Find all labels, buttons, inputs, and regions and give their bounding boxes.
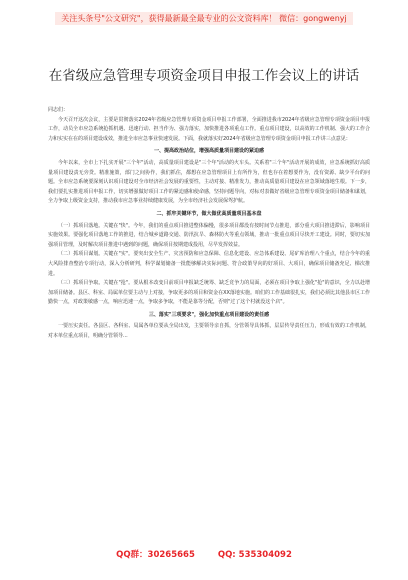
section-heading: 三、落实"三项要求"，强化加快重点项目建设的责任感 <box>148 311 270 318</box>
section-paragraph: （三）抓项目争取。关键在"抢"。要从根本改变目前项目申报缺乏统筹、缺乏竞争力的局面，必须在项目争取上强化"抢"的意识，全力以赴增加项目储备。县区、科室、局属单位要主动与上对接，争取更多的项目和资金在XX落地实施。咱们的工作基础很扎实，我们必须比其他县市区工作勤快一点，对政策敏感一点，响应迅速一点，争取多争取，不能是靠等分配，否则"过了这个村就没这个店"。 <box>48 280 370 306</box>
top-banner <box>0 0 408 36</box>
section-heading: 一、提高政治站位，增强高质量项目建设的紧迫感 <box>153 148 264 155</box>
section-paragraph: 今年以来，全市上下扎实开展"三个年"活动，高质量项目建设是"三个年"活动的火车头。关系着"三个年"活动开展的成效，应急系统抓好高质量项目建设责无旁贷。精准施策，部门之间协作，我们抓住，都想在应急管理项目上有所作为，但也存在着想要作为，没有资源、缺少平台的问题。全市应急系统要深刻认识项目建设对全市经济社会发展的重要性，主动对接、精准发力，推动高质量项目建设在应急领域落地生根。下一步，我们要扎实推进项目申报工作，切实增强做好项目工作的紧迫感和使命感，坚持问题导向，对标对表做好省级应急管理专项资金项目储备和谋划，全力争取上级资金支持，推动我市应急事业持续健康发展，为全市经济社会发展保驾护航。 <box>48 159 370 205</box>
footer-contact <box>0 548 408 560</box>
section-heading: 二、抓牢关键环节，做大做优高质量项目基本盘 <box>156 210 262 217</box>
qq-text: QQ: 535304092 <box>217 550 292 560</box>
greeting: 同志们： <box>48 107 69 113</box>
document-body <box>48 106 370 342</box>
banner-text: 关注头条号"公文研究"，获得最新最全最专业的公文资料库！ 微信：gongwenyj <box>55 12 353 25</box>
page-title: 在省级应急管理专项资金项目申报工作会议上的讲话 <box>48 68 360 84</box>
section-paragraph: （一）抓项目落地。关键在"快"。今年，我们的重点项目推进整体偏慢，很多项目都没有按时间节点推进，部分重大项目推进滞后，影响项目实施效果。要强化项目落地工作的推进，结合城乡道路交通、防汛抗旱、森林防火等重点领域，推动一批重点项目尽快开工建设。同时，要切实加强项目管理，及时解决项目推进中遇到的问题，确保项目按期建成投用，尽早发挥效益。 <box>48 222 370 248</box>
section-paragraph: （二）抓项目谋划。关键在"实"。要突出安全生产、灾害预防和应急保障、信息化建设、应急体系建设、尾矿库治理八个重点，结合今年的重大风险排查整治专项行动，深入分析研判，科学谋划储备一批能够解决实际问题、符合政策导向的好项目、大项目，确保项目储备充足、梯次推进。 <box>48 251 370 277</box>
section-paragraph: 一要压实责任。各县区、各科室、局属各单位要从全局出发，主要领导亲自抓，分管领导具体抓，层层传导责任压力，形成有效的工作机制，对本单位重点项目，明确分管领导... <box>48 323 370 340</box>
qq-group-text: QQ群：30265665 <box>116 550 195 560</box>
intro-paragraph: 今天召开这次会议，主要是贯彻落实2024年省级应急管理专项资金项目申报工作部署，全面推进我市2024年省级应急管理专项资金项目申报工作，动员全市应急系统抢抓机遇、迅速行动、担当作为、强力落实，加快推进各项重点工作。重点项目建设，以高效的工作机制、强大的工作合力和实实在在的项目建设成效，推进全市应急事业快速发展。下面，我就落实好2024年省级应急管理专项资金项目申报工作讲三点意见： <box>48 116 370 142</box>
